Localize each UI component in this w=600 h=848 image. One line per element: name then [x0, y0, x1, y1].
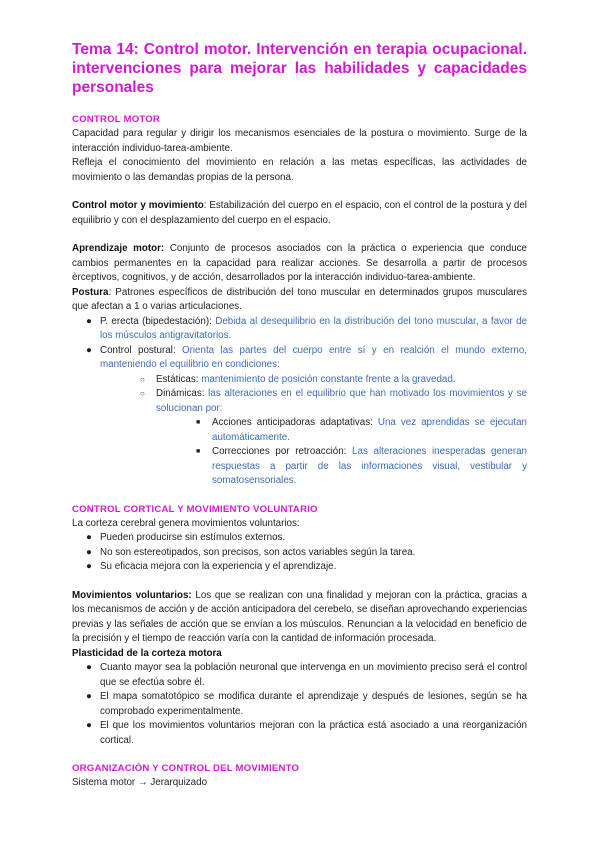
page-title: Tema 14: Control motor. Intervención en terapia ocupacional. intervenciones para mejorar las habilidades y capacidades personales: [72, 41, 527, 96]
cortex-list: [72, 531, 527, 575]
section-heading-control-cortical: CONTROL CORTICAL Y MOVIMIENTO VOLUNTARIO: [72, 503, 318, 515]
plasticity-list: [72, 661, 527, 748]
list-item: ○ Estáticas: mantenimiento de posición constante frente a la gravedad.: [128, 373, 527, 388]
list-item: ● Cuanto mayor sea la población neuronal que intervenga en un movimiento preciso será el control que se efectúa sobre él.: [86, 662, 527, 688]
term: Control motor y movimiento: [72, 200, 204, 211]
bullet-icon: ●: [86, 720, 92, 731]
bullet-icon: ●: [86, 561, 92, 572]
list-item: ● No son estereotipados, son precisos, son actos variables según la tarea.: [72, 546, 527, 561]
paragraph-postura: Postura: Patrones específicos de distribución del tono muscular en determinados grupos musculares que afectan a 1 o varias articulaciones.: [72, 286, 527, 312]
list-item: ● El que los movimientos voluntarios mejoran con la práctica está asociado a una reorganización cortical.: [86, 720, 527, 746]
subheading-plasticidad: Plasticidad de la corteza motora: [72, 647, 222, 659]
bullet-icon: ●: [86, 532, 92, 543]
paragraph-control-motor-movimiento: Control motor y movimiento: Estabilización del cuerpo en el espacio, con el control de la postura y del equilibrio y con el desplazamiento del cuerpo en el espacio.: [72, 200, 527, 226]
bullet-icon: ●: [86, 691, 92, 702]
list-item: ● El mapa somatotópico se modifica durante el aprendizaje y después de lesiones, según se ha comprobado experimentalmente.: [86, 691, 527, 717]
list-item: ○ Dinámicas: las alteraciones en el equilibrio que han motivado los movimientos y se solucionan por: ■ Acciones anticipadoras adaptativas: Una vez aprendidas se ejecutan automáticamente. ■ Correcciones por retroacción: Las alteraciones inesperadas generan respuestas a partir de las informaciones visual, vestibular y somatosensoriales.: [128, 387, 527, 489]
paragraph: Capacidad para regular y dirigir los mecanismos esenciales de la postura o movimiento. Surge de la interacción individuo-tarea-ambiente.: [72, 128, 527, 154]
paragraph: La corteza cerebral genera movimientos voluntarios:: [72, 517, 300, 529]
sub-sub-list: [156, 416, 527, 489]
paragraph: Refleja el conocimiento del movimiento en relación a las metas específicas, las actividades de movimiento o las demandas propias de la persona.: [72, 157, 527, 183]
document-page: [72, 40, 527, 791]
square-bullet-icon: ■: [196, 419, 201, 426]
bullet-icon: ●: [86, 315, 92, 327]
term: Aprendizaje motor:: [72, 243, 165, 254]
bullet-icon: ●: [86, 546, 92, 558]
circle-bullet-icon: ○: [140, 389, 145, 398]
postura-list: [72, 315, 527, 489]
list-item: ● Su eficacia mejora con la experiencia y el aprendizaje.: [72, 560, 527, 575]
list-item: ■ Correcciones por retroacción: Las alteraciones inesperadas generan respuestas a partir de las informaciones visual, vestibular y somatosensoriales.: [196, 446, 527, 486]
section-heading-organizacion: ORGANIZACIÓN Y CONTROL DEL MOVIMIENTO: [72, 763, 300, 774]
paragraph-aprendizaje-motor: Aprendizaje motor: Conjunto de procesos asociados con la práctica o experiencia que conduce cambios permanentes en la capacidad para realizar acciones. Se desarrolla a partir de procesos èrceptivos, cognitivos, y de acción, desarrollados por la interacción individuo-tarea-ambiente.: [72, 243, 527, 283]
paragraph-movimientos-voluntarios: Movimientos voluntarios: Los que se realizan con una finalidad y mejoran con la práctica, gracias a los mecanismos de acción y de acción anticipadora del cerebelo, se diseñan aprovechando experiencias previas y las señales de acción que se envían a los músculos. Renuncian a la velocidad en beneficio de la precisión y el tiempo de reacción varía con la cantidad de información procesada.: [72, 589, 527, 644]
list-item: ■ Acciones anticipadoras adaptativas: Una vez aprendidas se ejecutan automáticamente.: [196, 417, 527, 443]
term: Postura: [72, 286, 109, 298]
bullet-icon: ●: [86, 344, 92, 356]
list-item: ● Control postural: Orienta las partes del cuerpo entre sí y en realción el mundo externo, manteniendo el equilibrio en condiciones: ○ Estáticas: mantenimiento de posición constante frente a la gravedad. ○ Dinámicas: las alteraciones en el equilibrio que han motivado los movimientos y se solucionan por: ■ Acciones anticipadoras adaptativas: Una vez aprendidas se ejecutan automáticamente. ■ Correcciones por retroacción: Las alteraciones inesperadas generan respuestas a partir de las informaciones visual, vestibular y somatosensoriales.: [72, 344, 527, 489]
list-item: ● Pueden producirse sin estímulos externos.: [72, 531, 527, 546]
paragraph: Sistema motor → Jerarquizado: [72, 777, 208, 788]
list-item: ● P. erecta (bipedestación): Debida al desequilibrio en la distribución del tono muscular, a favor de los músculos antigravitatorios.: [86, 315, 527, 341]
sub-list: [100, 373, 527, 489]
term: Movimientos voluntarios:: [72, 589, 192, 601]
bullet-icon: ●: [86, 662, 92, 673]
square-bullet-icon: ■: [196, 448, 201, 455]
section-heading-control-motor: CONTROL MOTOR: [72, 114, 161, 125]
circle-bullet-icon: ○: [140, 374, 145, 384]
